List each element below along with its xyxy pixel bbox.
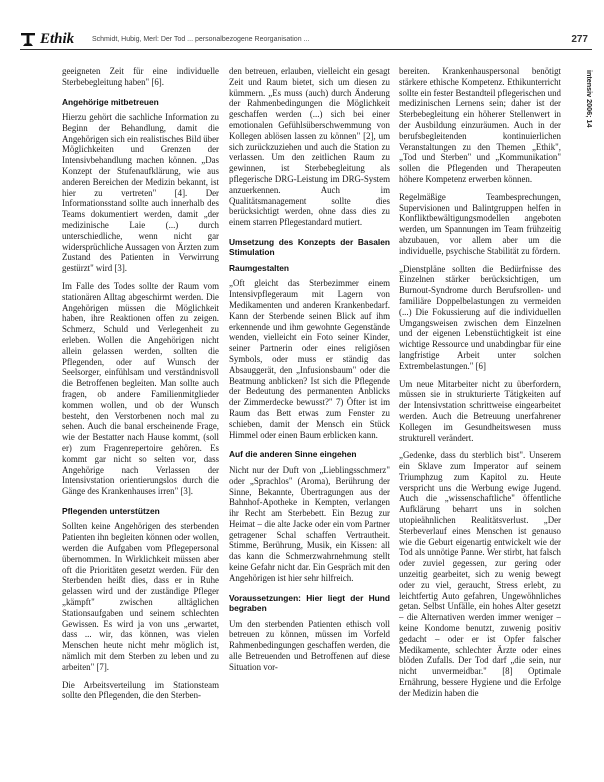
- page-number: 277: [571, 34, 588, 45]
- paragraph: „Dienstpläne sollten die Bedürfnisse des Einzelnen stärker berücksichtigen, um Burnout-Syndrome durch Berufsrollen- und familiäre Doppelbelastungen zu vermeiden (...) Die Fokussierung auf die individuellen Umgangsweisen zwischen dem Einzelnen und der eigenen Lebenstüchtigkeit ist eine wichtige Ressource und unabdingbar für eine langfristige Arbeit unter solchen Extrembelastungen." [6]: [399, 263, 561, 371]
- paragraph: „Gedenke, dass du sterblich bist". Unserem ein Sklave zum Imperator auf seinem Triumphzug zum Kapitol zu. Heute verspricht uns die Werbung ewige Jugend. Auch die „wissenschaftliche" öffentliche Aufklärung beharrt uns in solchen utopieähnlichen Realitätsverlust. „Der Sterbeverlauf eines Menschen ist genauso wie die Geburt eigenartig entwickelt wie der Tod als unnötige Panne. Wer stirbt, hat falsch oder zuviel gegessen, zur gering oder unzeitig gearbeitet, sich zu wenig bewegt oder zu viel, geraucht, Stress erlebt, zu leichtfertig Auto gefahren, Ungewöhnliches getan. Selbst Unfälle, ein hohes Alter gesetzt – die Alternativen werden immer weniger – keine Kondome benutzt, zuwenig positiv gedacht – oder er ist Opfer falscher Medikamente, schlechter Ärzte oder eines blöden Zufalls. Der Tod darf „die sein, nur nicht unvermeidbar." [8] Optimale Ernährung, bessere Hygiene und die Erfolge der Medizin haben die: [399, 450, 561, 698]
- text-column-1: [62, 66, 219, 708]
- journal-sidebar-label: [582, 70, 596, 160]
- paragraph: den betreuen, erlauben, vielleicht ein gesagt Zeit und Raum bietet, sich um diesen zu kümmern. „Es muss (auch) durch Änderung der Rahmenbedingungen die Möglichkeit geschaffen werden (...) sich bei einer emotionalen Gefühlsüberschwemmung von Kollegen ablösen lassen zu können" [2], um sich zurückzuziehen und auch die Station zu verlassen. Um den zeitlichen Raum zu gewinnen, ist Sterbebegleitung als pflegerische DRG-Leistung im DRG-System anzuerkennen. Auch im Qualitätsmanagement sollte dies berücksichtigt werden, ohne dass dies zu einem starren Pflegestandard mutiert.: [229, 66, 390, 228]
- paragraph: Um den sterbenden Patienten ethisch voll betreuen zu können, müssen im Vorfeld Rahmenbedingungen geschaffen werden, die alle Betreuenden und Betroffenen auf diese Situation vor-: [229, 618, 390, 672]
- header-rule: [20, 49, 592, 50]
- paragraph: Im Falle des Todes sollte der Raum vom stationären Alltag abgeschirmt werden. Die Angehörigen müssen die Möglichkeit haben, ihre Reaktionen offen zu zeigen. Schmerz, Schuld und Verlegenheit zu erleben. Wollen die Angehörigen nicht allein gelassen werden, sollten die Pflegenden, oder auf Wunsch der Seelsorger, einfühlsam und verständnisvoll die Betroffenen begleiten. Man sollte auch fragen, ob andere Familienmitglieder kommen wollen, und ob der Wunsch besteht, den Verstorbenen noch mal zu sehen. Auch die banal erscheinende Frage, wie der Bestatter nach Hause kommt, (soll er) zum Fragenrepertoire gehören. Es kommt gar nicht so selten vor, dass Angehörige nach Verlassen der Intensivstation orientierungslos durch die Gänge des Krankenhauses irren" [3].: [62, 281, 219, 497]
- paragraph: Um neue Mitarbeiter nicht zu überfordern, müssen sie in strukturierte Tätigkeiten auf der Intensivstation schrittweise eingearbeitet werden. Auch die Betreuung unerfahrener Kollegen im Gesundheitswesen muss strukturell verändert.: [399, 378, 561, 443]
- text-column-2: [229, 66, 390, 680]
- journal-sidebar-text: intensiv 2006; 14: [585, 70, 594, 128]
- text-column-3: [399, 66, 561, 706]
- paragraph: Regelmäßige Teambesprechungen, Supervisionen und Balintgruppen helfen in Konfliktbewältigungsmodellen angeboten werden, um Spannungen im Team frühzeitig abzubauen, vor allem aber um die individuelle, psychische Stabilität zu fördern.: [399, 191, 561, 256]
- paragraph: „Oft gleicht das Sterbezimmer einem Intensivpflegeraum mit Lagern von Medikamenten und anderen Krankenbedarf. Kann der Sterbende seinen Blick auf ihm erkennende und ihm gewohnte Gegenstände wenden, vielleicht ein Foto seiner Kinder, seiner Partnerin oder eines religiösen Symbols, oder muss er ständig das Absauggerät, den „Infusionsbaum" oder die Beatmung anblicken? Ist sich die Pflegende der Bedeutung des permanenten Anblicks der Zimmerdecke bewusst?" 7) Öfter ist im Raum das Bett etwas zum Fenster zu schieben, damit der Mensch ein Stück Himmel oder einen Baum erblicken kann.: [229, 278, 390, 440]
- section-heading: Voraussetzungen: Hier liegt der Hund begraben: [229, 592, 390, 614]
- paragraph: Sollten keine Angehörigen des sterbenden Patienten ihn begleiten können oder wollen, werden die Aufgaben vom Pflegepersonal übernommen. In Wirklichkeit müssen aber oft die Prioritäten gesetzt werden. Für den Sterbenden heißt dies, dass er in Ruhe gelassen wird und der zuständige Pfleger „kämpft" zwischen alltäglichen Stationsaufgaben und seinem schlechten Gewissen. Es wird ja von uns „erwartet, dass ... wir, das können, was vielen Menschen heute nicht mehr möglich ist, nämlich mit dem Sterben zu leben und zu arbeiten" [7].: [62, 521, 219, 672]
- running-title: Schmidt, Hubig, Merl: Der Tod ... personalbezogene Reorganisation ...: [92, 36, 310, 43]
- journal-section-title: Ethik: [40, 31, 75, 47]
- paragraph: Hierzu gehört die sachliche Information zu Beginn der Behandlung, damit die Angehörigen sich ein realistisches Bild über Möglichkeiten und Grenzen der Intensivbehandlung machen können. „Das Konzept der Stufenaufklärung, wie aus anderen Bereichen der Medizin bekannt, ist hier zu vertreten" [4]. Der Informationsstand sollte auch innerhalb des Teams dokumentiert werden, damit „der medizinische Laie (...) durch unterschiedliche, wenn nicht gar widersprüchliche Aussagen von Ärzten zum Zustand des Patienten in Verwirrung gestürzt" wird [3].: [62, 112, 219, 274]
- page-header: [20, 30, 592, 50]
- section-heading: Umsetzung des Konzepts der Basalen Stimulation: [229, 236, 390, 258]
- paragraph: geeigneten Zeit für eine individuelle Sterbebegleitung haben" [6].: [62, 66, 219, 87]
- paragraph: bereiten. Krankenhauspersonal benötigt stärkere ethische Kompetenz. Ethikunterricht sollte ein fester Bestandteil pflegerischen und medizinischen Lernens sein; daher ist der Sterbebegleitung ein höherer Stellenwert in der Ausbildung einzuräumen. Auch in der berufsbegleitenden kontinuierlichen Veranstaltungen zu den Themen „Ethik", „Tod und Sterben" und „Kommunikation" sollen die Pflegenden und Therapeuten höhere Kompetenz erwerben können.: [399, 66, 561, 184]
- section-heading: Angehörige mitbetreuen: [62, 96, 159, 107]
- paragraph: Nicht nur der Duft von „Lieblingsschmerz" oder „Sprachlos" (Aroma), Berührung der Sinne, Bekannte, Übertragungen aus der Bahnhof-Apotheke in Kempten, verlangen ihr Recht am Sterbebett. Ein Bezug zur Heimat – die alte Jacke oder ein vom Partner getragener Schal schaffen Vertrautheit. Stimme, Berührung, Musik, ein Kissen: all das kann die Schmerzwahrnehmung stellt keine Gefahr nicht dar. Ein Gespräch mit den Angehörigen ist hier sehr hilfreich.: [229, 464, 390, 583]
- paragraph: Die Arbeitsverteilung im Stationsteam sollte den Pflegenden, die den Sterben-: [62, 679, 219, 701]
- ethics-logo-icon: [20, 32, 36, 48]
- subsection-heading: Raumgestalten: [229, 262, 290, 273]
- section-heading: Pflegenden unterstützen: [62, 505, 160, 516]
- subsection-heading: Auf die anderen Sinne eingehen: [229, 449, 357, 460]
